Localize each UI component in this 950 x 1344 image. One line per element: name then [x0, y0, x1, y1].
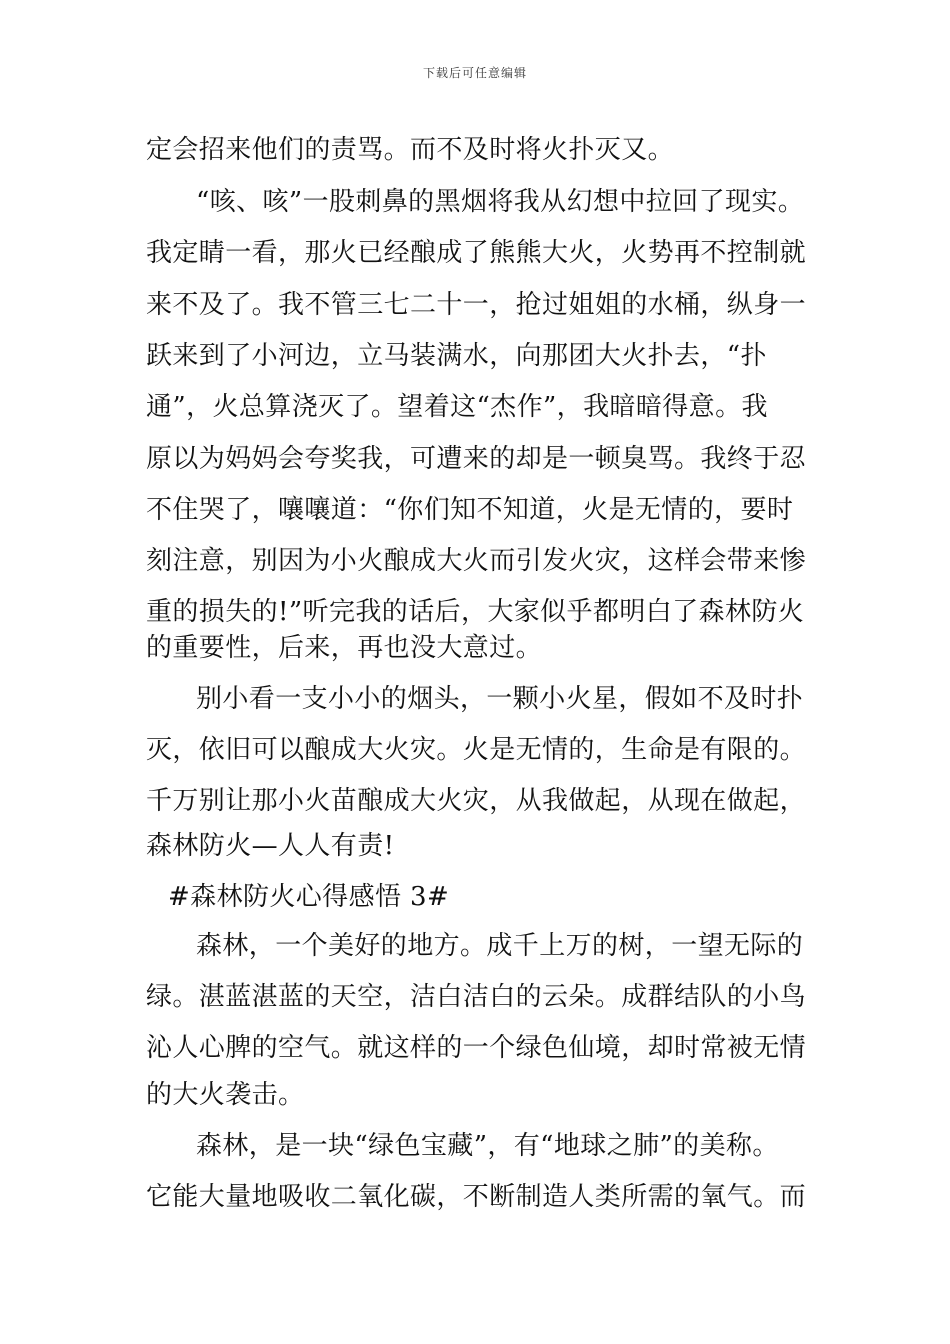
- text-line: 我定睛一看，那火已经酿成了熊熊大火，火势再不控制就: [146, 238, 807, 268]
- paragraph-first-line: 森林，是一块“绿色宝藏”，有“地球之肺”的美称。: [196, 1131, 779, 1161]
- page-header: 下载后可任意编辑: [422, 66, 527, 80]
- text-line: 重的损失的!”听完我的话后，大家似乎都明白了森林防火: [146, 597, 805, 627]
- text-line: 来不及了。我不管三七二十一，抢过姐姐的水桶，纵身一: [146, 290, 807, 320]
- paragraph-first-line: 森林，一个美好的地方。成千上万的树，一望无际的: [196, 931, 804, 961]
- text-line: 森林防火—人人有责!: [146, 831, 395, 861]
- text-line: 灭，依旧可以酿成大火灾。火是无情的，生命是有限的。: [146, 735, 807, 765]
- text-line: 不住哭了，嚷嚷道：“你们知不知道，火是无情的，要时: [146, 495, 794, 525]
- text-line: 的重要性，后来，再也没大意过。: [146, 633, 543, 663]
- text-line: 它能大量地吸收二氧化碳，不断制造人类所需的氧气。而: [146, 1182, 807, 1212]
- text-line: 定会招来他们的责骂。而不及时将火扑灭又。: [146, 135, 675, 165]
- text-line: 跃来到了小河边，立马装满水，向那团大火扑去，“扑: [146, 341, 767, 371]
- text-line: 的大火袭击。: [146, 1080, 305, 1110]
- text-line: 刻注意，别因为小火酿成大火而引发火灾，这样会带来惨: [146, 546, 807, 576]
- paragraph-first-line: “咳、咳”一股刺鼻的黑烟将我从幻想中拉回了现实。: [196, 187, 805, 217]
- text-line: 绿。湛蓝湛蓝的天空，洁白洁白的云朵。成群结队的小鸟: [146, 982, 807, 1012]
- section-heading: #森林防火心得感悟 3#: [168, 882, 450, 912]
- text-line: 沁人心脾的空气。就这样的一个绿色仙境，却时常被无情: [146, 1033, 807, 1063]
- text-line: 千万别让那小火苗酿成大火灾，从我做起，从现在做起，: [146, 786, 807, 816]
- text-line: 原以为妈妈会夸奖我，可遭来的却是一顿臭骂。我终于忍: [146, 444, 807, 474]
- paragraph-first-line: 别小看一支小小的烟头，一颗小火星，假如不及时扑: [196, 684, 804, 714]
- text-line: 通”，火总算浇灭了。望着这“杰作”，我暗暗得意。我: [146, 392, 768, 422]
